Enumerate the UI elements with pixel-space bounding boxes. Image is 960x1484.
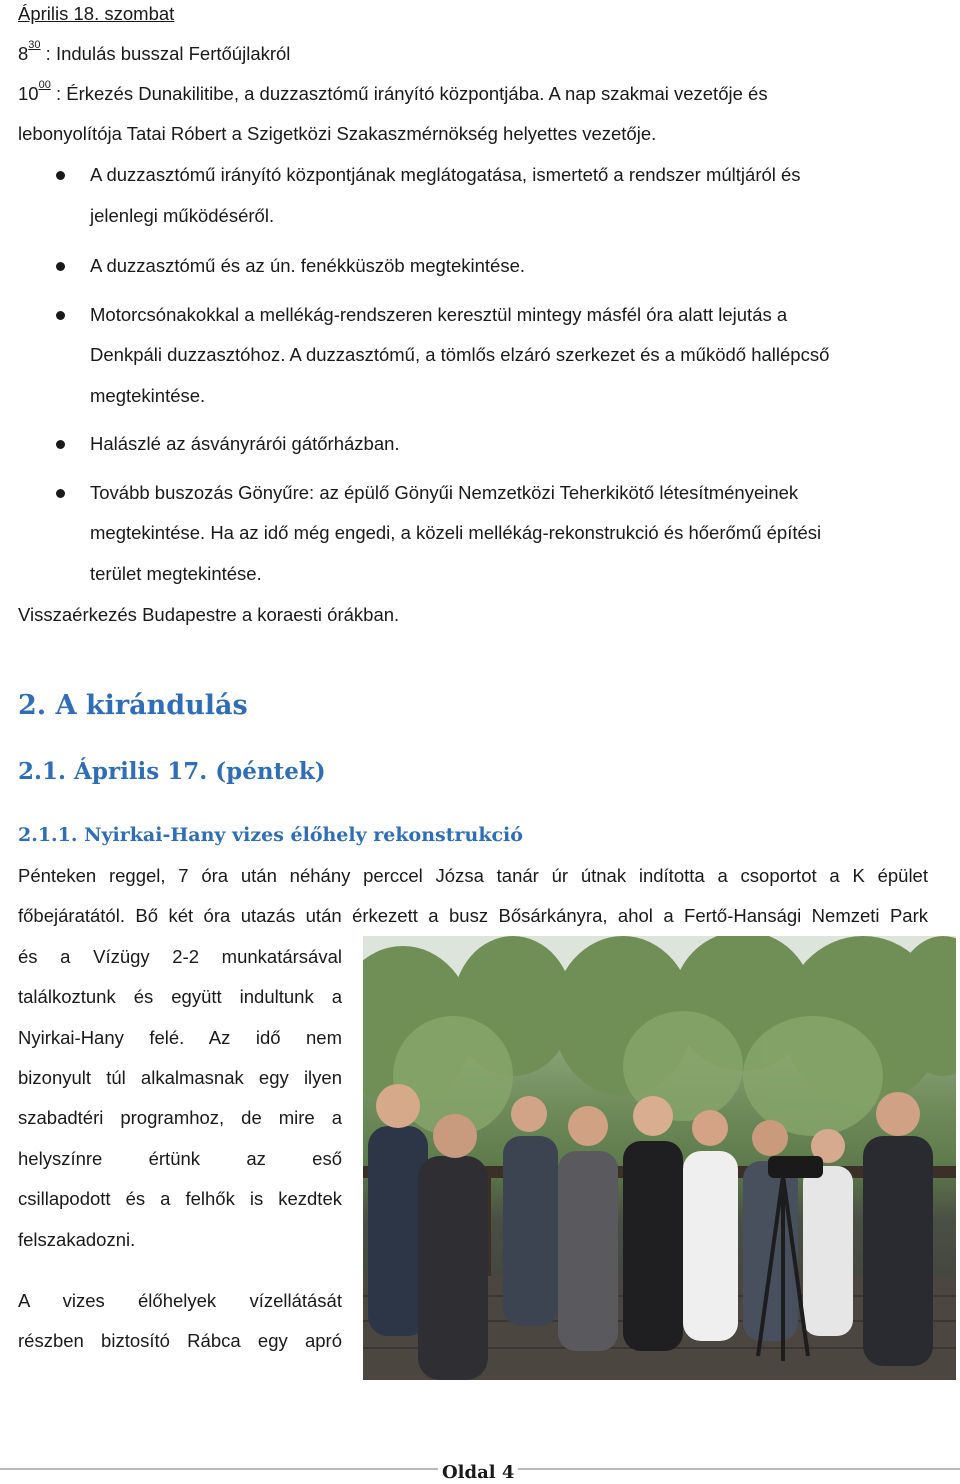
bullet-text: terület megtekintése. xyxy=(90,563,262,584)
time-minute: 30 xyxy=(28,39,41,51)
heading-3: 2.1.1. Nyirkai-Hany vizes élőhely rekonstrukció xyxy=(18,824,523,846)
bullet-text: megtekintése. Ha az idő még engedi, a közeli mellékág-rekonstrukció és hőerőmű építési xyxy=(90,522,822,543)
schedule-text: : Indulás busszal Fertőújlakról xyxy=(40,43,291,64)
heading-2: 2.1. Április 17. (péntek) xyxy=(18,758,326,785)
paragraph-line: felszakadozni. xyxy=(18,1229,136,1250)
paragraph-line: helyszínre értünk az eső xyxy=(18,1148,342,1169)
paragraph-line: A vizes élőhelyek vízellátását xyxy=(18,1290,342,1311)
bullet-dot xyxy=(56,489,65,498)
bullet-dot xyxy=(56,311,65,320)
bullet-dot xyxy=(56,171,65,180)
photo-illustration xyxy=(363,936,956,1380)
paragraph-line: részben biztosító Rábca egy apró xyxy=(18,1330,342,1351)
bullet-dot xyxy=(56,262,65,271)
time-minute: 00 xyxy=(38,79,51,91)
time-hour: 8 xyxy=(18,43,29,64)
paragraph-line: szabadtéri programhoz, de mire a xyxy=(18,1107,342,1128)
paragraph-line: és a Vízügy 2-2 munkatársával xyxy=(18,946,342,967)
time-hour: 10 xyxy=(18,83,39,104)
group-photo xyxy=(363,936,956,1380)
schedule-line-departure xyxy=(18,39,291,66)
bullet-text: A duzzasztómű és az ún. fenékküszöb megtekintése. xyxy=(90,255,525,276)
bullet-text: A duzzasztómű irányító központjának meglátogatása, ismertető a rendszer múltjáról és xyxy=(90,164,801,185)
return-line: Visszaérkezés Budapestre a koraesti órákban. xyxy=(18,604,400,625)
bullet-text: Motorcsónakokkal a mellékág-rendszeren keresztül mintegy másfél óra alatt lejutás a xyxy=(90,304,788,325)
schedule-text: : Érkezés Dunakilitibe, a duzzasztómű irányító központjába. A nap szakmai vezetője és xyxy=(50,83,768,104)
paragraph-line: Pénteken reggel, 7 óra után néhány perccel Józsa tanár úr útnak indította a csoportot a K épület xyxy=(18,865,928,886)
bullet-text: Tovább buszozás Gönyűre: az épülő Gönyűi Nemzetközi Teherkikötő létesítményeinek xyxy=(90,482,799,503)
page-number: Oldal 4 xyxy=(438,1462,518,1483)
paragraph-line: találkoztunk és együtt indultunk a xyxy=(18,986,342,1007)
bullet-text: Halászlé az ásványrárói gátőrházban. xyxy=(90,433,400,454)
bullet-text: megtekintése. xyxy=(90,385,206,406)
schedule-line-arrival-cont: lebonyolítója Tatai Róbert a Szigetközi Szakaszmérnökség helyettes vezetője. xyxy=(18,123,657,144)
schedule-line-arrival xyxy=(18,79,768,106)
paragraph-line: csillapodott és a felhők is kezdtek xyxy=(18,1188,342,1209)
heading-1: 2. A kirándulás xyxy=(18,690,248,721)
date-title: Április 18. szombat xyxy=(18,3,175,24)
bullet-text: Denkpáli duzzasztóhoz. A duzzasztómű, a tömlős elzáró szerkezet és a működő hallépcső xyxy=(90,344,830,365)
bullet-dot xyxy=(56,440,65,449)
paragraph-line: bizonyult túl alkalmasnak egy ilyen xyxy=(18,1067,342,1088)
bullet-text: jelenlegi működéséről. xyxy=(90,205,275,226)
paragraph-line: Nyirkai-Hany felé. Az idő nem xyxy=(18,1027,342,1048)
paragraph-line: főbejáratától. Bő két óra utazás után érkezett a busz Bősárkányra, ahol a Fertő-Hansági Nemzeti Park xyxy=(18,905,928,926)
